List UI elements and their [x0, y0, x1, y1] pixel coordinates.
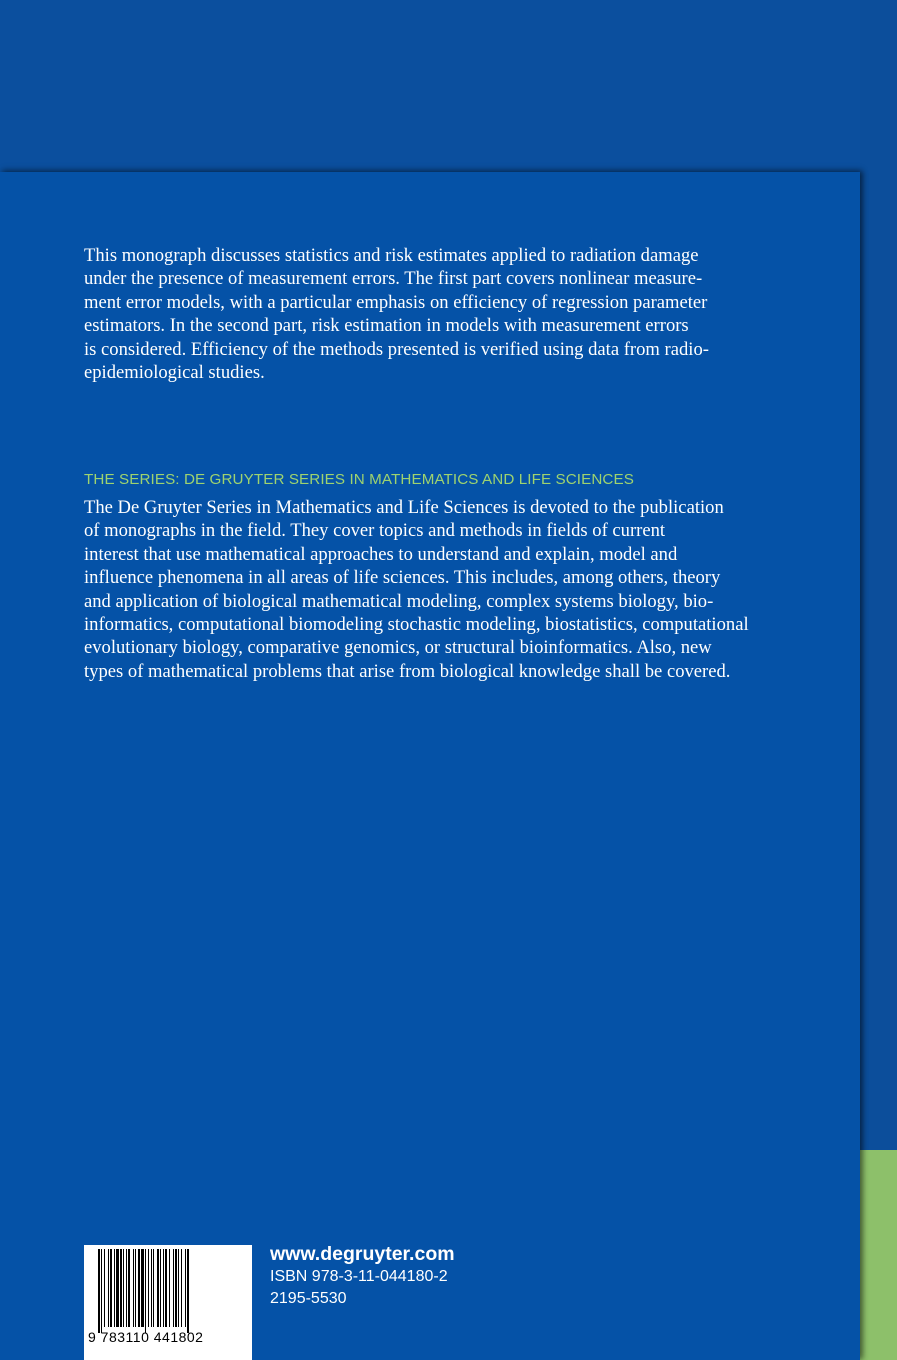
barcode-bar — [104, 1249, 105, 1327]
barcode-bar — [138, 1249, 140, 1327]
barcode-bar — [185, 1249, 186, 1327]
series-line: influence phenomena in all areas of life sciences. This includes, among others, theory — [84, 567, 721, 589]
series-description — [84, 496, 794, 683]
barcode-bar — [160, 1249, 161, 1327]
barcode-bar — [173, 1249, 174, 1327]
isbn-number: ISBN 978-3-11-044180-2 — [270, 1268, 448, 1285]
barcode-bar — [98, 1249, 100, 1333]
publisher-info — [270, 1242, 455, 1310]
barcode-bar — [120, 1249, 122, 1327]
barcode-bar — [165, 1249, 167, 1327]
barcode-bar — [145, 1249, 146, 1333]
series-line: informatics, computational biomodeling stochastic modeling, biostatistics, computational — [84, 614, 749, 636]
series-line: and application of biological mathematical modeling, complex systems biology, bio- — [84, 590, 714, 612]
abstract-line: estimators. In the second part, risk estimation in models with measurement errors — [84, 315, 689, 337]
abstract-line: epidemiological studies. — [84, 362, 265, 384]
barcode-bar — [123, 1249, 124, 1327]
barcode-bar — [108, 1249, 109, 1327]
barcode-bar — [114, 1249, 115, 1327]
series-line: interest that use mathematical approaches to understand and explain, model and — [84, 543, 678, 565]
series-heading: THE SERIES: DE GRUYTER SERIES IN MATHEMATICS AND LIFE SCIENCES — [84, 471, 634, 488]
barcode-bar — [181, 1249, 182, 1327]
series-line: of monographs in the field. They cover topics and methods in fields of current — [84, 520, 666, 542]
barcode-bar — [101, 1249, 102, 1333]
barcode-bar — [116, 1249, 119, 1327]
abstract-line: under the presence of measurement errors. The first part covers nonlinear measure- — [84, 268, 703, 290]
barcode-bar — [126, 1249, 127, 1327]
barcode-bar — [133, 1249, 134, 1327]
barcode-digits: 9 783110 441802 — [88, 1329, 204, 1345]
barcode-bar — [141, 1249, 144, 1327]
barcode-bar — [169, 1249, 170, 1327]
abstract-text — [84, 244, 794, 384]
abstract-line: ment error models, with a particular emphasis on efficiency of regression parameter — [84, 291, 708, 313]
spine-green-band — [860, 1150, 897, 1360]
barcode-bar — [151, 1249, 152, 1327]
barcode-bar — [148, 1249, 149, 1327]
barcode-bar — [128, 1249, 130, 1327]
barcode-bar — [110, 1249, 112, 1327]
series-line: types of mathematical problems that arise from biological knowledge shall be covered. — [84, 660, 731, 682]
barcode-bar — [135, 1249, 136, 1327]
abstract-line: This monograph discusses statistics and risk estimates applied to radiation damage — [84, 245, 699, 266]
series-line: The De Gruyter Series in Mathematics and Life Sciences is devoted to the publication — [84, 497, 724, 518]
barcode-bar — [187, 1249, 189, 1333]
isbn-barcode — [84, 1245, 252, 1360]
barcode-bar — [175, 1249, 177, 1327]
publisher-url: www.degruyter.com — [270, 1243, 455, 1265]
barcode-bar — [178, 1249, 179, 1327]
abstract-line: is considered. Efficiency of the methods presented is verified using data from radio- — [84, 338, 709, 360]
series-line: evolutionary biology, comparative genomics, or structural bioinformatics. Also, new — [84, 637, 712, 659]
spine-edge — [860, 0, 897, 1150]
barcode-bar — [157, 1249, 159, 1327]
barcode-bar — [153, 1249, 154, 1327]
barcode-bar — [163, 1249, 164, 1327]
issn-number: 2195-5530 — [270, 1290, 347, 1307]
